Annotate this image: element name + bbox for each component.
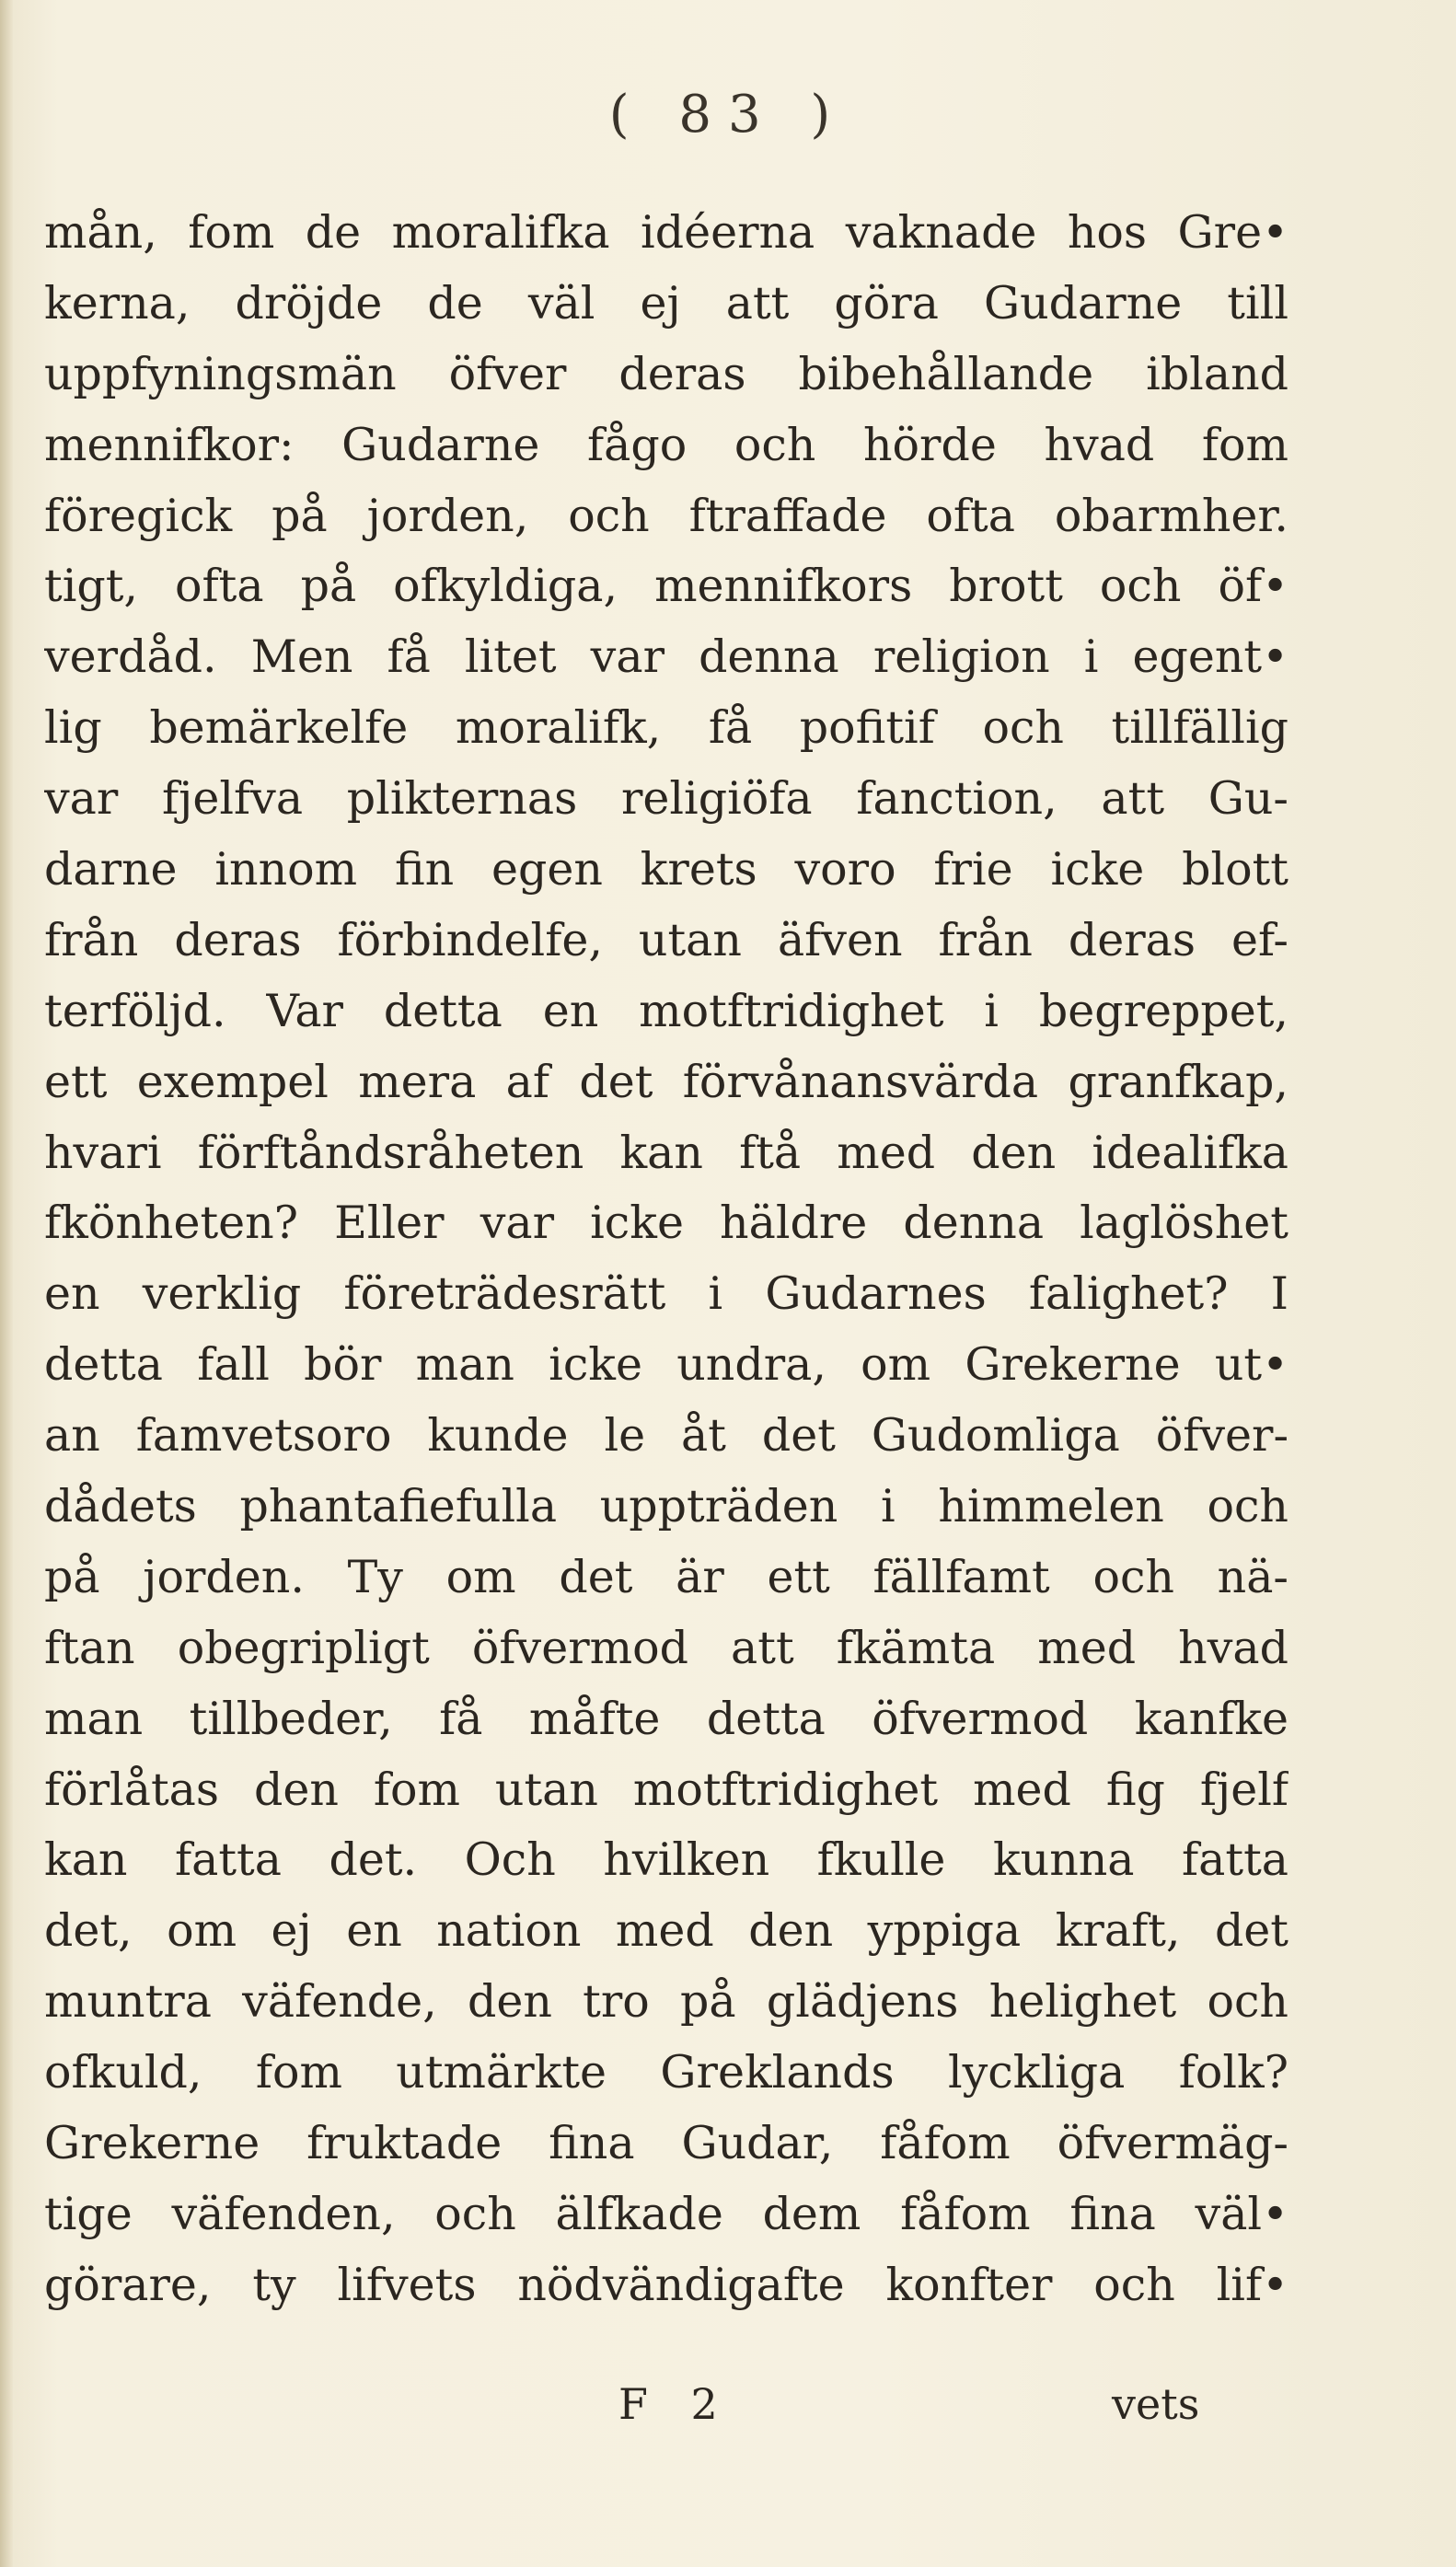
text-line: det, om ej en nation med den yppiga kraft, det [44,1904,1288,1958]
text-line: fkönheten? Eller var icke häldre denna laglöshet [44,1197,1288,1250]
text-line: ett exempel mera af det förvånansvärda granfkap, [44,1055,1288,1108]
text-line: terföljd. Var detta en motftridighet i begreppet, [44,984,1288,1037]
page-footer [0,2379,1456,2453]
text-line: mån, fom de moralifka idéerna vaknade hos Gre• [44,206,1288,259]
text-line: man tillbeder, få måfte detta öfvermod kanfke [44,1692,1288,1745]
text-line: föregick på jorden, och ftraffade ofta obarmher. [44,489,1288,542]
text-line: ofkuld, fom utmärkte Greklands lyckliga folk? [44,2046,1288,2099]
text-line: förlåtas den fom utan motftridighet med fig fjelf [44,1763,1288,1816]
text-line: lig bemärkelfe moralifk, få pofitif och tillfällig [44,701,1288,755]
text-line: tigt, ofta på ofkyldiga, mennifkors brott och öf• [44,560,1288,613]
text-line: på jorden. Ty om det är ett fällfamt och nä- [44,1550,1288,1603]
binding-edge [0,0,13,2567]
text-line: tige väfenden, och älfkade dem fåfom fina väl• [44,2187,1288,2240]
text-line: darne innom fin egen krets voro frie icke blott [44,843,1288,896]
text-line: dådets phantafiefulla uppträden i himmelen och [44,1480,1288,1533]
text-line: ftan obegripligt öfvermod att fkämta med hvad [44,1621,1288,1674]
text-line: en verklig företrädesrätt i Gudarnes falighet? I [44,1267,1288,1321]
text-line: mennifkor: Gudarne fågo och hörde hvad fom [44,418,1288,471]
text-line: uppfyningsmän öfver deras bibehållande ibland [44,347,1288,400]
text-line: var fjelfva plikternas religiöfa fanction, att Gu- [44,772,1288,826]
text-line: an famvetsoro kunde le åt det Gudomliga öfver- [44,1409,1288,1463]
text-line: verdåd. Men få litet var denna religion i egent• [44,630,1288,684]
text-line: muntra väfende, den tro på glädjens helighet och [44,1975,1288,2029]
signature-mark: F 2 [618,2379,733,2429]
text-line: kerna, dröjde de väl ej att göra Gudarne till [44,276,1288,330]
body-text [44,198,1288,2321]
text-line: detta fall bör man icke undra, om Grekerne ut• [44,1338,1288,1392]
text-line: kan fatta det. Och hvilken fkulle kunna fatta [44,1833,1288,1887]
catchword: vets [1112,2379,1200,2429]
text-line: görare, ty lifvets nödvändigafte konfter och lif• [44,2258,1288,2311]
text-line: hvari förftåndsråheten kan ftå med den idealifka [44,1126,1288,1179]
page-number: ( 83 ) [608,85,848,145]
text-line: Grekerne fruktade fina Gudar, fåfom öfvermäg- [44,2117,1288,2170]
text-line: från deras förbindelfe, utan äfven från deras ef- [44,913,1288,966]
